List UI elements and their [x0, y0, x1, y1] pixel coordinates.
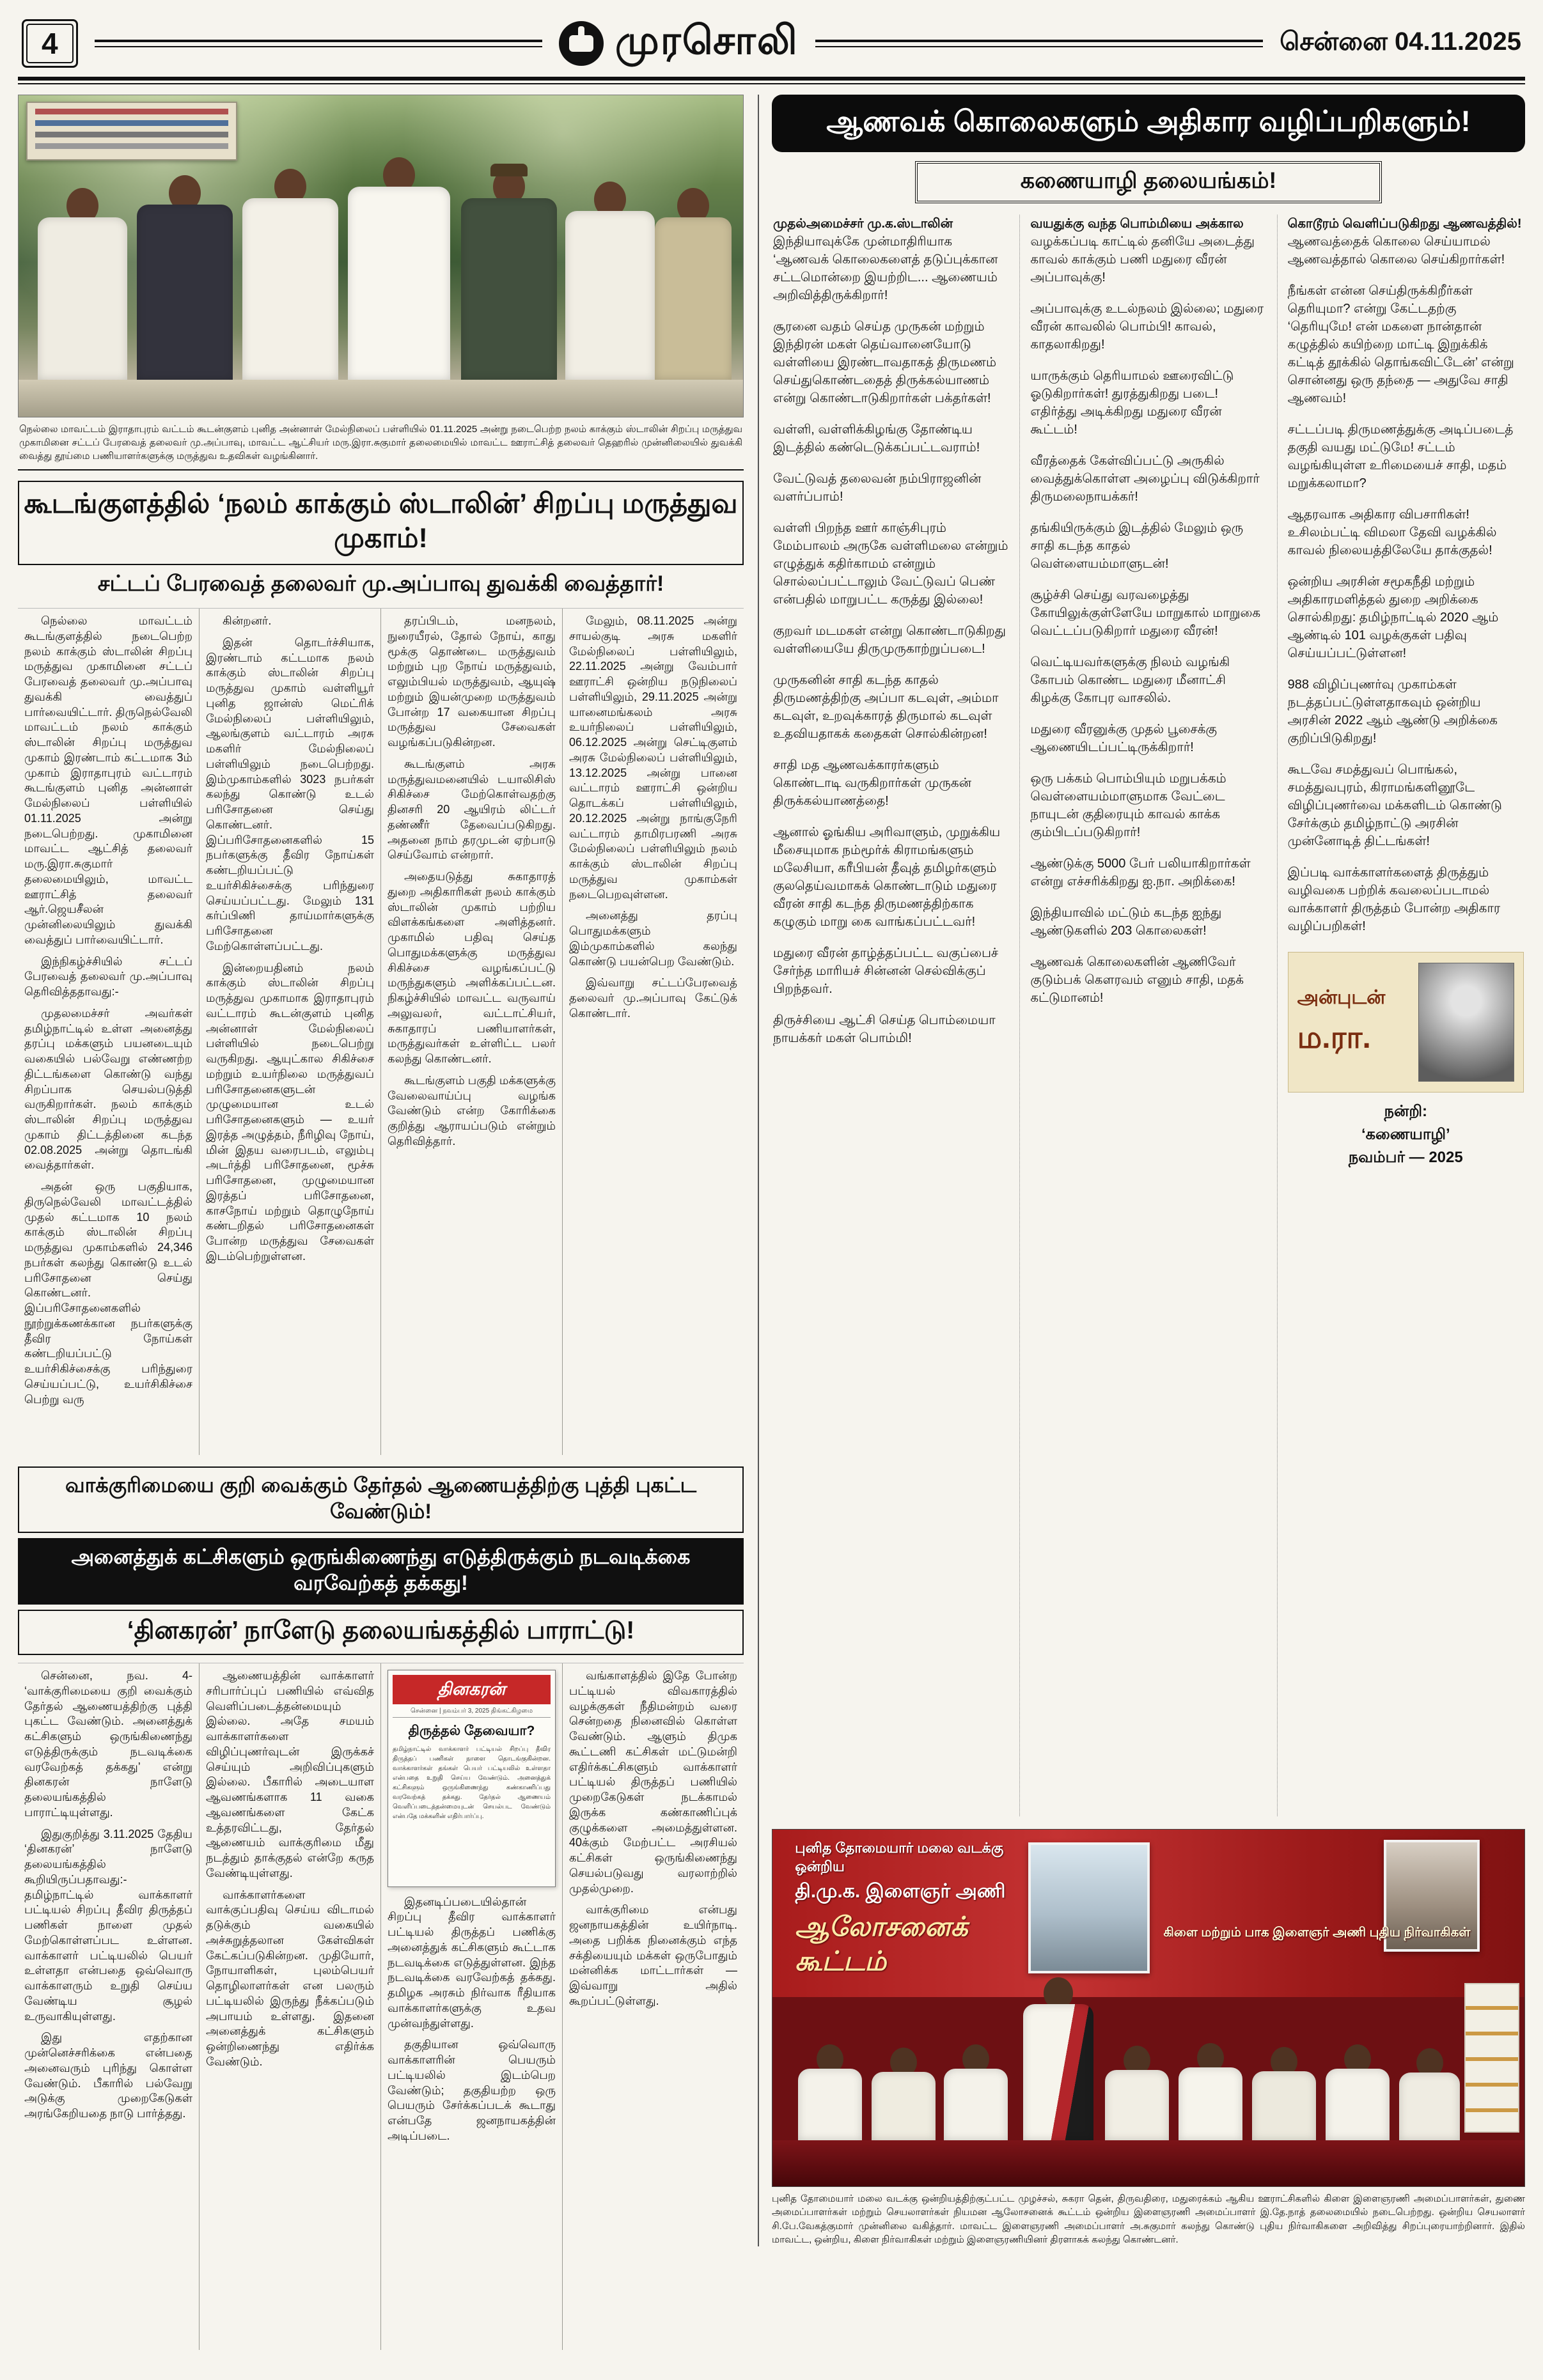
dinakaran-masthead: தினகரன்	[393, 1675, 551, 1704]
paragraph: கூடங்குளம் பகுதி மக்களுக்கு வேலைவாய்ப்பு வழங்க வேண்டும் என்ற கோரிக்கை குறித்து ஆராயப்படும் என்றும் தெரிவித்தார்.	[388, 1073, 556, 1147]
paragraph: இந்நிகழ்ச்சியில் சட்டப் பேரவைத் தலைவர் மு.அப்பாவு தெரிவித்ததாவது:-	[24, 954, 192, 998]
masthead-name: முரசொலி	[615, 19, 799, 63]
meeting-person	[1179, 2043, 1242, 2140]
paragraph: இதனடிப்படையில்தான் சிறப்பு தீவிர வாக்காளர் பட்டியல் திருத்தப் பணிக்கு அனைத்துக் கட்சிகளும் கூட்டாக நடவடிக்கை எடுத்துள்ளன. இந்த நடவடிக்கை வரவேற்கத் தக்கது. தமிழக அரசும் நிர்வாக ரீதியாக வாக்காளர்களுக்கு உதவ முன்வந்துள்ளது.	[388, 1895, 556, 2030]
dinakaran-clipping	[388, 1670, 556, 1887]
paragraph: தரப்பிடம், மனநலம், நுரையீரல், தோல் நோய், காது மூக்கு தொண்டை மருத்துவம் மற்றும் புற நோய் மருத்துவம், எலும்பியல் மருத்துவம், ஆயுஷ் மற்றும் இயன்முறை மருத்துவம் போன்ற 17 வகையான சிறப்பு மருத்துவ சேவைகள் வழங்கப்படுகின்றன.	[388, 614, 556, 749]
backdrop-text	[795, 1840, 1021, 1980]
voter-column-3	[381, 1663, 563, 2350]
paragraph: வள்ளி பிறந்த ஊர் காஞ்சிபுரம் மேம்பாலம் அருகே வள்ளிமலை என்றும் எழுத்துக் கதிர்காமம் என்றும் சொல்லப்பட்டாலும் வேட்டுவப் பெண் என்பதில் மாறுபட்ட கருத்து இல்லை!	[773, 521, 1008, 607]
paragraph: யாருக்கும் தெரியாமல் ஊரைவிட்டு ஓடுகிறார்கள்! துரத்துகிறது படை! எதிர்த்து அடிக்கிறது மதுரை வீரன் கூட்டம்!	[1030, 369, 1234, 437]
photo-person	[565, 182, 655, 380]
paragraph: மேலும், 08.11.2025 அன்று சாயல்குடி அரசு மகளிர் மேல்நிலைப் பள்ளியிலும், 22.11.2025 அன்று வேம்பார் ஊராட்சி ஒன்றிய நடுநிலைப் பள்ளியிலும், 29.11.2025 அன்று யானைமங்கலம் அரசு உயர்நிலைப் பள்ளியிலும், 06.12.2025 அன்று செட்டிகுளம் அரசு மேல்நிலைப் பள்ளியிலும், 13.12.2025 அன்று பானை வட்டாரம் ஊராட்சி ஒன்றிய தொடக்கப் பள்ளியிலும், 20.12.2025 அன்று நாங்குநேரி வட்டாரம் தாமிரபரணி அரசு மேல்நிலைப் பள்ளியிலும் நலம் காக்கும் ஸ்டாலின் சிறப்பு மருத்துவ முகாம்கள் நடைபெறவுள்ளன.	[569, 614, 737, 901]
meeting-person	[1399, 2048, 1460, 2140]
paragraph: இதுகுறித்து 3.11.2025 தேதிய ‘தினகரன்’ நாளேடு தலையங்கத்தில் கூறியிருப்பதாவது:- தமிழ்நாட்டில் வாக்காளர் பட்டியல் சிறப்பு தீவிர திருத்தப் பணிகள் நாளை முதல் மேற்கொள்ளப்பட உள்ளன. வாக்காளர் பட்டியலில் பெயர் உள்ளதா என்பதை ஒவ்வொரு வாக்காளரும் உறுதி செய்ய வேண்டிய சூழல் உருவாகியுள்ளது.	[24, 1827, 192, 2023]
event-banner	[26, 102, 237, 160]
paragraph: இது எதற்கான முன்னெச்சரிக்கை என்பதை அனைவரும் புரிந்து கொள்ள வேண்டும். பீகாரில் பல்வேறு அடுக்கு முறைகேடுகள் அரங்கேறியதை நாடு பார்த்தது.	[24, 2031, 192, 2120]
paragraph: சூரனை வதம் செய்த முருகன் மற்றும் இந்திரன் மகள் தெய்வானையோடு வள்ளியை இரண்டாவதாகத் திருமணம் செய்துகொண்டதைத் திருக்கல்யாணம் என்று கொண்டாடுகிறார்கள் பக்தர்கள்!	[773, 320, 997, 405]
camp-column-1	[18, 609, 200, 1455]
meeting-person	[798, 2044, 862, 2140]
paragraph: ஒரு பக்கம் பொம்பியும் மறுபக்கம் வெள்ளையம்மாளுமாக வேட்டை நாயுடன் குதிரையும் காவல் காக்க கும்பிடப்படுகிறார்!	[1030, 772, 1226, 839]
paragraph: ஆணையத்தின் வாக்காளர் சரிபார்ப்புப் பணியில் எவ்வித வெளிப்படைத்தன்மையும் இல்லை. அதே சமயம் வாக்காளர்களை விழிப்புணர்வுடன் இருக்கச் செய்யும் அறிவிப்புகளும் இல்லை. பீகாரில் அடையாள ஆவணங்களாக 11 வகை ஆவணங்களை கேட்க உத்தரவிட்டது, தேர்தல் ஆணையம் வாக்குரிமை மீது நடத்தும் தாக்குதல் என்றே கருத வேண்டியுள்ளது.	[206, 1669, 374, 1879]
paragraph: கூடவே சமத்துவப் பொங்கல், சமத்துவபுரம், கிராமங்களினூடே விழிப்புணர்வை மக்களிடம் கொண்டு சேர்க்கும் தமிழ்நாட்டு அரசின் முன்னோடித் திட்டங்கள்!	[1287, 763, 1502, 848]
credit-line3: நவம்பர் — 2025	[1348, 1149, 1463, 1166]
paragraph: அனைத்து தரப்பு பொதுமக்களும் இம்முகாம்களில் கலந்து கொண்டு பயன்பெற வேண்டும்.	[569, 909, 737, 968]
camp-column-3	[381, 609, 563, 1455]
paragraph: சாதி மத ஆணவக்காரர்களும் கொண்டாடி வருகிறார்கள் முருகன் திருக்கல்யாணத்தை!	[773, 758, 971, 808]
editor-portrait	[1418, 963, 1514, 1082]
voter-article-headline: ‘தினகரன்’ நாளேடு தலையங்கத்தில் பாராட்டு!	[18, 1610, 744, 1655]
right-zone	[758, 95, 1525, 2246]
voter-column-3-text	[388, 1895, 556, 2144]
editorial-column-3	[1278, 215, 1525, 1816]
editorial-column-2	[1020, 215, 1277, 1816]
voter-article-kicker: வாக்குரிமையை குறி வைக்கும் தேர்தல் ஆணையத்திற்கு புத்தி புகட்ட வேண்டும்!	[18, 1466, 744, 1533]
photo-person	[38, 188, 127, 380]
paragraph: ஒன்றிய அரசின் சமூகநீதி மற்றும் அதிகாரமளித்தல் துறை அறிக்கை சொல்கிறது: தமிழ்நாட்டில் 2020 ஆம் ஆண்டில் 101 வழக்குகள் பதிவு செய்யப்பட்டுள்ளன!	[1287, 575, 1499, 660]
edition-date: சென்னை 04.11.2025	[1280, 27, 1521, 56]
editorial-column-3-text	[1288, 215, 1524, 935]
paragraph: குறவர் மடமகள் என்று கொண்டாடுகிறது வள்ளியையே திருமுருகாற்றுப்படை!	[773, 624, 1006, 656]
paragraph: வாக்காளர்களை வாக்குப்பதிவு செய்ய விடாமல் தடுக்கும் வகையில் அச்சுறுத்தலான கேள்விகள் கேட்கப்படுகின்றன. முதியோர், நோயாளிகள், புலம்பெயர் தொழிலாளர்கள் என பலரும் பட்டியலில் இருந்து நீக்கப்படும் அபாயம் உள்ளது. இதனை அனைத்துக் கட்சிகளும் ஒன்றிணைந்து எதிர்க்க வேண்டும்.	[206, 1888, 374, 2068]
dinakaran-body: தமிழ்நாட்டில் வாக்காளர் பட்டியல் சிறப்பு தீவிர திருத்தப் பணிகள் நாளை தொடங்குகின்றன. வாக்காளர்கள் தங்கள் பெயர் பட்டியலில் உள்ளதா என்பதை உறுதி செய்ய வேண்டும். அனைத்துக் கட்சிகளும் ஒருங்கிணைந்து கண்காணிப்பது வரவேற்கத் தக்கது. தேர்தல் ஆணையம் வெளிப்படைத்தன்மையுடன் செயல்பட வேண்டும் என்பதே மக்களின் எதிர்பார்ப்பு.	[393, 1745, 551, 1820]
signoff-line2: ம.ரா.	[1297, 1021, 1371, 1055]
paragraph: வங்காளத்தில் இதே போன்ற பட்டியல் விவகாரத்தில் வழக்குகள் நீதிமன்றம் வரை சென்றதை நினைவில் கொள்ள வேண்டும். ஆளும் திமுக கூட்டணி கட்சிகள் மட்டுமன்றி எதிர்க்கட்சிகளும் வாக்காளர் பட்டியல் திருத்தப் பணியில் முறைகேடுகள் நடக்காமல் இருக்க கண்காணிப்புக் குழுக்களை அமைத்துள்ளன. 40க்கும் மேற்பட்ட அரசியல் கட்சிகள் ஒருங்கிணைந்து செயல்படுவது வரலாற்றில் முதல்முறை.	[569, 1669, 737, 1895]
paragraph: வேட்டுவத் தலைவன் நம்பிராஜனின் வளர்ப்பாம்!	[773, 472, 982, 504]
paragraph: முதலமைச்சர் அவர்கள் தமிழ்நாட்டில் உள்ள அனைத்து தரப்பு மக்களும் பயனடையும் வகையில் பல்வேறு எண்ணற்ற திட்டங்களை கொண்டு வந்து சிறப்பாக செயல்படுத்தி வருகிறார்கள். நலம் காக்கும் ஸ்டாலின் சிறப்பு மருத்துவ முகாம் திட்டத்தினை கடந்த 02.08.2025 அன்று தொடங்கி வைத்தார்கள்.	[24, 1006, 192, 1172]
meeting-person	[944, 2044, 1008, 2140]
dinakaran-headline: திருத்தல் தேவையா?	[408, 1723, 535, 1738]
meeting-floor	[772, 2140, 1524, 2186]
paragraph: வயதுக்கு வந்த பொம்மியை அக்கால வழக்கப்படி காட்டில் தனியே அடைத்து காவல் காக்கும் பணி மதுரை வீரன் அப்பாவுக்கு!	[1030, 217, 1255, 284]
backdrop-line3: ஆலோசனைக் கூட்டம்	[795, 1911, 968, 1976]
backdrop-line1: புனித தோமையார் மலை வடக்கு ஒன்றிய	[795, 1840, 1004, 1874]
paragraph: ஆணவக் கொலைகளின் ஆணிவேர் குடும்பக் கௌரவம் எனும் சாதி, மதக் கட்டுமானம்!	[1030, 955, 1244, 1005]
paragraph: வீரத்தைக் கேள்விப்பட்டு அருகில் வைத்துக்கொள்ள அழைப்பு விடுக்கிறார் திருமலைநாயக்கர்!	[1030, 454, 1260, 504]
left-zone	[18, 95, 744, 2350]
paragraph: இன்றையதினம் நலம் காக்கும் ஸ்டாலின் சிறப்பு மருத்துவ முகாமாக இராதாபுரம் வட்டாரம் கூடன்குளம் புனித அன்னாள் மேல்நிலைப் பள்ளியில் நடைபெற்று வருகிறது. ஆயுட்கால சிகிச்சை மற்றும் உயர்நிலை மருத்துவப் பரிசோதனைகளுடன் முழுமையான உடல் பரிசோதனைகளும் — உயர் இரத்த அழுத்தம், நீரிழிவு நோய், மின் இதய வரைபடம், எலும்பு அடர்த்தி பரிசோதனை, மூச்சு பரிசோதனை, முழுமையான இரத்தப் பரிசோதனை, காசநோய் மற்றும் தொழுநோய் கண்டறிதல் பரிசோதனைகள் போன்ற மருத்துவ சேவைகள் இடம்பெற்றுள்ளன.	[206, 961, 374, 1263]
standee-banner	[1464, 1983, 1519, 2133]
meeting-photo	[772, 1829, 1525, 2187]
header-double-rule	[18, 77, 1525, 84]
paragraph: முருகனின் சாதி கடந்த காதல் திருமணத்திற்கு அப்பா கடவுள், அம்மா கடவுள், உறவுக்காரத் திருமால் கடவுள் உதவியதாகக் கதைகள் சொல்கின்றன!	[773, 673, 999, 741]
paragraph: கூடங்குளம் அரசு மருத்துவமனையில் டயாலிசிஸ் சிகிச்சை மேற்கொள்வதற்கு தினசரி 20 ஆயிரம் லிட்டர் தண்ணீர் தேவைப்படுகிறது. அதனை நாம் தரமுடன் ஏற்பாடு செய்வோம் என்றார்.	[388, 757, 556, 862]
editorial-credit	[1288, 1100, 1524, 1169]
page-number-box	[22, 19, 78, 68]
page-content	[18, 95, 1525, 2350]
camp-article-body	[18, 608, 744, 1455]
backdrop-line4: கிளை மற்றும் பாக இளைஞர் அணி புதிய நிர்வாகிகள்	[1163, 1925, 1471, 1940]
meeting-person	[872, 2048, 936, 2140]
paragraph: கொடூரம் வெளிப்படுகிறது ஆணவத்தில்! ஆணவத்தைக் கொலை செய்யாமல் ஆணவத்தால் கொலை செய்கிறார்கள்!	[1287, 217, 1522, 267]
paragraph: அதன் ஒரு பகுதியாக, திருநெல்வேலி மாவட்டத்தில் முதல் கட்டமாக 10 நலம் காக்கும் ஸ்டாலின் சிறப்பு மருத்துவ முகாம்களில் 24,346 நபர்கள் கலந்து கொண்டு உடல் பரிசோதனை செய்து கொண்டனர். இப்பரிசோதனைகளில் நூற்றுக்கணக்கான நபர்களுக்கு தீவிர நோய்கள் கண்டறியப்பட்டு உயர்சிகிச்சைக்கு பரிந்துரை செய்யப்பட்டு, உயர்சிகிச்சை பெற்று வரு	[24, 1180, 192, 1406]
lead-photo	[18, 95, 744, 417]
photo-person	[137, 175, 233, 380]
paragraph: தங்கியிருக்கும் இடத்தில் மேலும் ஒரு சாதி கடந்த காதல் வெள்ளையம்மாளுடன்!	[1030, 521, 1244, 571]
paragraph: வள்ளி, வள்ளிக்கிழங்கு தோண்டிய இடத்தில் கண்டெடுக்கப்பட்டவராம்!	[773, 423, 980, 455]
paragraph: கின்றனர்.	[223, 614, 272, 627]
editorial-subtitle: கணையாழி தலையங்கம்!	[915, 161, 1382, 203]
camp-column-4	[563, 609, 744, 1455]
editorial-signoff	[1288, 952, 1524, 1093]
paragraph: ஆனால் ஓங்கிய அரிவாளும், முறுக்கிய மீசையுமாக நம்மூர்க் கிராமங்களும் மலேசியா, கரீபியன் தீவுத் தமிழர்களும் குலதெய்வமாகக் கொண்டாடும் மதுரை வீரன் சாதி கடந்த திருமணத்திற்காக கழுகும் மாறு கை வாங்கப்பட்டவர்!	[773, 825, 1001, 929]
paragraph: திருச்சியை ஆட்சி செய்த பொம்மையா நாயக்கர் மகள் பொம்மி!	[773, 1013, 996, 1045]
header-rule-right	[815, 40, 1263, 47]
signoff-text	[1297, 984, 1386, 1059]
photo-foreground	[19, 380, 743, 417]
meeting-photo-caption: புனித தோமையார் மலை வடக்கு ஒன்றியத்திற்குட்பட்ட முழச்சல், சுகரா தென், திருவதிரை, மதுரைக்கம் ஆகிய ஊராட்சிகளில் கிளை இளைஞரணி அமைப்பாளர்கள், துணை அமைப்பாளர்கள் மற்றும் செயலாளர்கள் நியமன ஆலோசனைக் கூட்டம் ஒன்றிய இளைஞரணி அமைப்பாளர் இ.தே.நாத் தலைமையில் நடைபெற்றது. ஒன்றிய செயலாளர் சி.பே.வேகத்குமார் முன்னிலை வகித்தார். மாவட்ட இளைஞரணி அமைப்பாளர் அ.சுகுமார் கலந்து கொண்டு புதிய நிர்வாகிகளை அறிவித்து சிறப்புரையாற்றினார். இதில் மாவட்ட, ஒன்றிய, கிளை நிர்வாகிகள் மற்றும் இளைஞரணியினர் திரளாகக் கலந்து கொண்டனர்.	[772, 2193, 1525, 2245]
credit-line2: ‘கணையாழி’	[1361, 1126, 1450, 1143]
photo-person-officer	[461, 169, 557, 380]
paragraph: இதன் தொடர்ச்சியாக, இரண்டாம் கட்டமாக நலம் காக்கும் ஸ்டாலின் சிறப்பு மருத்துவ முகாம் வள்ளியூர் புனித ஜான்ஸ் மெட்ரிக் மேல்நிலைப் பள்ளியிலும், ஆலங்குளம் வட்டாரம் அரசு மகளிர் மேல்நிலைப் பள்ளியிலும் நடைபெற்றது. இம்முகாம்களில் 3023 நபர்கள் கலந்து கொண்டு உடல் பரிசோதனை செய்து கொண்டனர். இப்பரிசோதனைகளில் 15 நபர்களுக்கு தீவிர நோய்கள் கண்டறியப்பட்டு உயர்சிகிச்சைக்கு பரிந்துரை செய்யப்பட்டது. மேலும் 131 கர்ப்பிணி தாய்மார்களுக்கு பரிசோதனை மேற்கொள்ளப்பட்டது.	[206, 635, 374, 953]
meeting-person	[1326, 2044, 1390, 2140]
editorial-column-1	[772, 215, 1020, 1816]
camp-article-headline: கூடங்குளத்தில் ‘நலம் காக்கும் ஸ்டாலின்’ சிறப்பு மருத்துவ முகாம்!	[18, 481, 744, 565]
paragraph: வெட்டியவர்களுக்கு நிலம் வழங்கி கோபம் கொண்ட மதுரை மீனாட்சி கிழக்கு கோபுர வாசலில்.	[1030, 655, 1230, 705]
paragraph: இப்படி வாக்காளர்களைத் திருத்தும் வழிவகை பற்றிக் கவலைப்படாமல் வாக்காளர் திருத்தம் போன்ற அதிகார வழிப்பறிகள்!	[1287, 866, 1501, 933]
paragraph: வாக்குரிமை என்பது ஜனநாயகத்தின் உயிர்நாடி. அதை பறிக்க நினைக்கும் எந்த சக்தியையும் மக்கள் ஒருபோதும் மன்னிக்க மாட்டார்கள் — இவ்வாறு அதில் கூறப்பட்டுள்ளது.	[569, 1903, 737, 2007]
backdrop-line2: தி.மு.க. இளைஞர் அணி	[795, 1881, 1006, 1902]
lead-photo-caption: நெல்லை மாவட்டம் இராதாபுரம் வட்டம் கூடன்குளம் புனித அன்னாள் மேல்நிலைப் பள்ளியில் 01.11.2025 அன்று நடைபெற்ற நலம் காக்கும் ஸ்டாலின் சிறப்பு மருத்துவ முகாமினை சட்டப் பேரவைத் தலைவர் மு.அப்பாவு, மாவட்ட ஆட்சியர் மரு.இரா.சுகுமார் தலைமையில் மாவட்ட ஊராட்சித் தலைவர் தெஹரில் முன்னிலையில் துவக்கி வைத்து தூய்மை பணியாளர்களுக்கு மருத்துவ உதவிகள் வழங்கினார்.	[18, 417, 744, 471]
paragraph: ஆதரவாக அதிகார விபசாரிகள்! உசிலம்பட்டி விமலா தேவி வழக்கில் காவல் நிலையத்திலேயே தாக்குதல்!	[1287, 508, 1497, 557]
photo-person	[655, 188, 732, 380]
voter-column-2	[200, 1663, 381, 2350]
paragraph: முதல்அமைச்சர் மு.க.ஸ்டாலின் இந்தியாவுக்கே முன்மாதிரியாக ‘ஆணவக் கொலைகளைத் தடுப்புக்கான சட்டமொன்றை இயற்றிட... ஆணையம் அறிவித்திருக்கிறார்!	[773, 217, 998, 302]
voter-article-kicker-bar: அனைத்துக் கட்சிகளும் ஒருங்கிணைந்து எடுத்திருக்கும் நடவடிக்கை வரவேற்கத் தக்கது!	[18, 1538, 744, 1605]
editorial-body	[772, 215, 1525, 1816]
paragraph: இவ்வாறு சட்டப்பேரவைத் தலைவர் மு.அப்பாவு கேட்டுக் கொண்டார்.	[569, 976, 737, 1020]
paragraph: மதுரை வீரன் தாழ்த்தப்பட்ட வகுப்பைச் சேர்ந்த மாரியச் சின்னன் செல்விக்குப் பிறந்தவர்.	[773, 946, 999, 996]
paragraph: இந்தியாவில் மட்டும் கடந்த ஐந்து ஆண்டுகளில் 203 கொலைகள்!	[1030, 906, 1222, 938]
camp-column-2	[200, 609, 381, 1455]
paragraph: சூழ்ச்சி செய்து வரவழைத்து கோயிலுக்குள்ளேயே மாறுகால் மாறுகை வெட்டப்படுகிறார் மதுரை வீரன்!	[1030, 588, 1261, 638]
paragraph: அப்பாவுக்கு உடல்நலம் இல்லை; மதுரை வீரன் காவலில் பொம்பி! காவல், காதலாகிறது!	[1030, 302, 1264, 352]
meeting-speaker	[1023, 1977, 1093, 2140]
dinakaran-dateline: சென்னை | நவம்பர் 3, 2025 திங்கட்கிழமை	[393, 1707, 551, 1718]
voter-column-1	[18, 1663, 200, 2350]
voter-column-4	[563, 1663, 744, 2350]
photo-person	[242, 169, 338, 380]
signoff-line1: அன்புடன்	[1297, 987, 1386, 1009]
paragraph: சட்டப்படி திருமணத்துக்கு அடிப்படைத் தகுதி வயது மட்டுமே! சட்டம் வழங்கியுள்ள உரிமையைச் சாதி, மதம் மறுக்கலாமா?	[1287, 423, 1514, 490]
paragraph: சென்னை, நவ. 4- ‘வாக்குரிமையை குறி வைக்கும் தேர்தல் ஆணையத்திற்கு புத்தி புகட்ட வேண்டும். அனைத்துக் கட்சிகளும் ஒருங்கிணைந்து எடுத்திருக்கும் நடவடிக்கை வரவேற்கத் தக்கது’ என்று தினகரன் நாளேடு தலையங்கத்தில் பாராட்டியுள்ளது.	[24, 1669, 192, 1819]
leader-photo-panel-1	[1028, 1842, 1150, 1973]
paragraph: நீங்கள் என்ன செய்திருக்கிறீர்கள் தெரியுமா? என்று கேட்டதற்கு ‘தெரியுமே! என் மகளை நான்தான் கழுத்தில் கயிற்றை மாட்டி இறுக்கிக் கட்டித் தூக்கில் தொங்கவிட்டேன்’ என்று சொன்னது ஒரு தந்தை — அதுவே சாதி ஆணவம்!	[1287, 284, 1514, 405]
paragraph: தகுதியான ஒவ்வொரு வாக்காளரின் பெயரும் பட்டியலில் இடம்பெற வேண்டும்; தகுதியற்ற ஒரு பெயரும் சேர்க்கப்படக் கூடாது என்பதே ஜனநாயகத்தின் அடிப்படை.	[388, 2038, 556, 2142]
header-rule-left	[95, 40, 542, 47]
paragraph: மதுரை வீரனுக்கு முதல் பூசைக்கு ஆணையிடப்பட்டிருக்கிறார்!	[1030, 722, 1218, 754]
paragraph: ஆண்டுக்கு 5000 பேர் பலியாகிறார்கள் என்று எச்சரிக்கிறது ஐ.நா. அறிக்கை!	[1030, 857, 1251, 889]
voter-article-body	[18, 1663, 744, 2350]
page-header	[18, 13, 1525, 77]
credit-line1: நன்றி:	[1384, 1103, 1427, 1120]
editorial-banner: ஆணவக் கொலைகளும் அதிகார வழிப்பறிகளும்!	[772, 95, 1525, 152]
photo-person-speaker	[348, 157, 450, 380]
meeting-person	[1252, 2047, 1316, 2140]
camp-article-subheadline: சட்டப் பேரவைத் தலைவர் மு.அப்பாவு துவக்கி வைத்தார்!	[97, 572, 664, 596]
paragraph: 988 விழிப்புணர்வு முகாம்கள் நடத்தப்பட்டுள்ளதாகவும் ஒன்றிய அரசின் 2022 ஆம் ஆண்டு அறிக்கை குறிப்பிடுகிறது!	[1287, 678, 1498, 745]
murasoli-emblem-icon	[559, 21, 604, 66]
paragraph: நெல்லை மாவட்டம் கூடங்குளத்தில் நடைபெற்ற நலம் காக்கும் ஸ்டாலின் சிறப்பு மருத்துவ முகாமினை சட்டப் பேரவைத் தலைவர் மு.அப்பாவு துவக்கி வைத்துப் பார்வையிட்டார். திருநெல்வேலி மாவட்டம் நலம் காக்கும் ஸ்டாலின் சிறப்பு மருத்துவ முகாம் இரண்டாம் கட்டமாக 3ம் முகாம் இராதாபுரம் வட்டாரம் கூடங்குளம் புனித அன்னாள் மேல்நிலைப் பள்ளியில் 01.11.2025 அன்று நடைபெற்றது. முகாமினை மாவட்ட ஆட்சித் தலைவர் மரு.இரா.சுகுமார் தலைமையிலும், மாவட்ட ஊராட்சித் தலைவர் ஆர்.ஜெயசீலன் முன்னிலையிலும் துவக்கி வைத்துப் பார்வையிட்டார்.	[24, 614, 192, 946]
meeting-person	[1105, 2046, 1169, 2140]
page-number: 4	[26, 24, 74, 63]
masthead	[559, 18, 799, 69]
paragraph: அதையடுத்து சுகாதாரத் துறை அதிகாரிகள் நலம் காக்கும் ஸ்டாலின் முகாம் பற்றிய விளக்கங்களை அளித்தனர். முகாமில் பதிவு செய்த பொதுமக்களுக்கு மருத்துவ சிகிச்சை வழங்கப்பட்டு மருந்துகளும் அளிக்கப்பட்டன. நிகழ்ச்சியில் மாவட்ட வருவாய் அலுவலர், வட்டாட்சியர், சுகாதாரப் பணியாளர்கள், மருத்துவர்கள் உள்ளிட்ட பலர் கலந்து கொண்டனர்.	[388, 870, 556, 1065]
